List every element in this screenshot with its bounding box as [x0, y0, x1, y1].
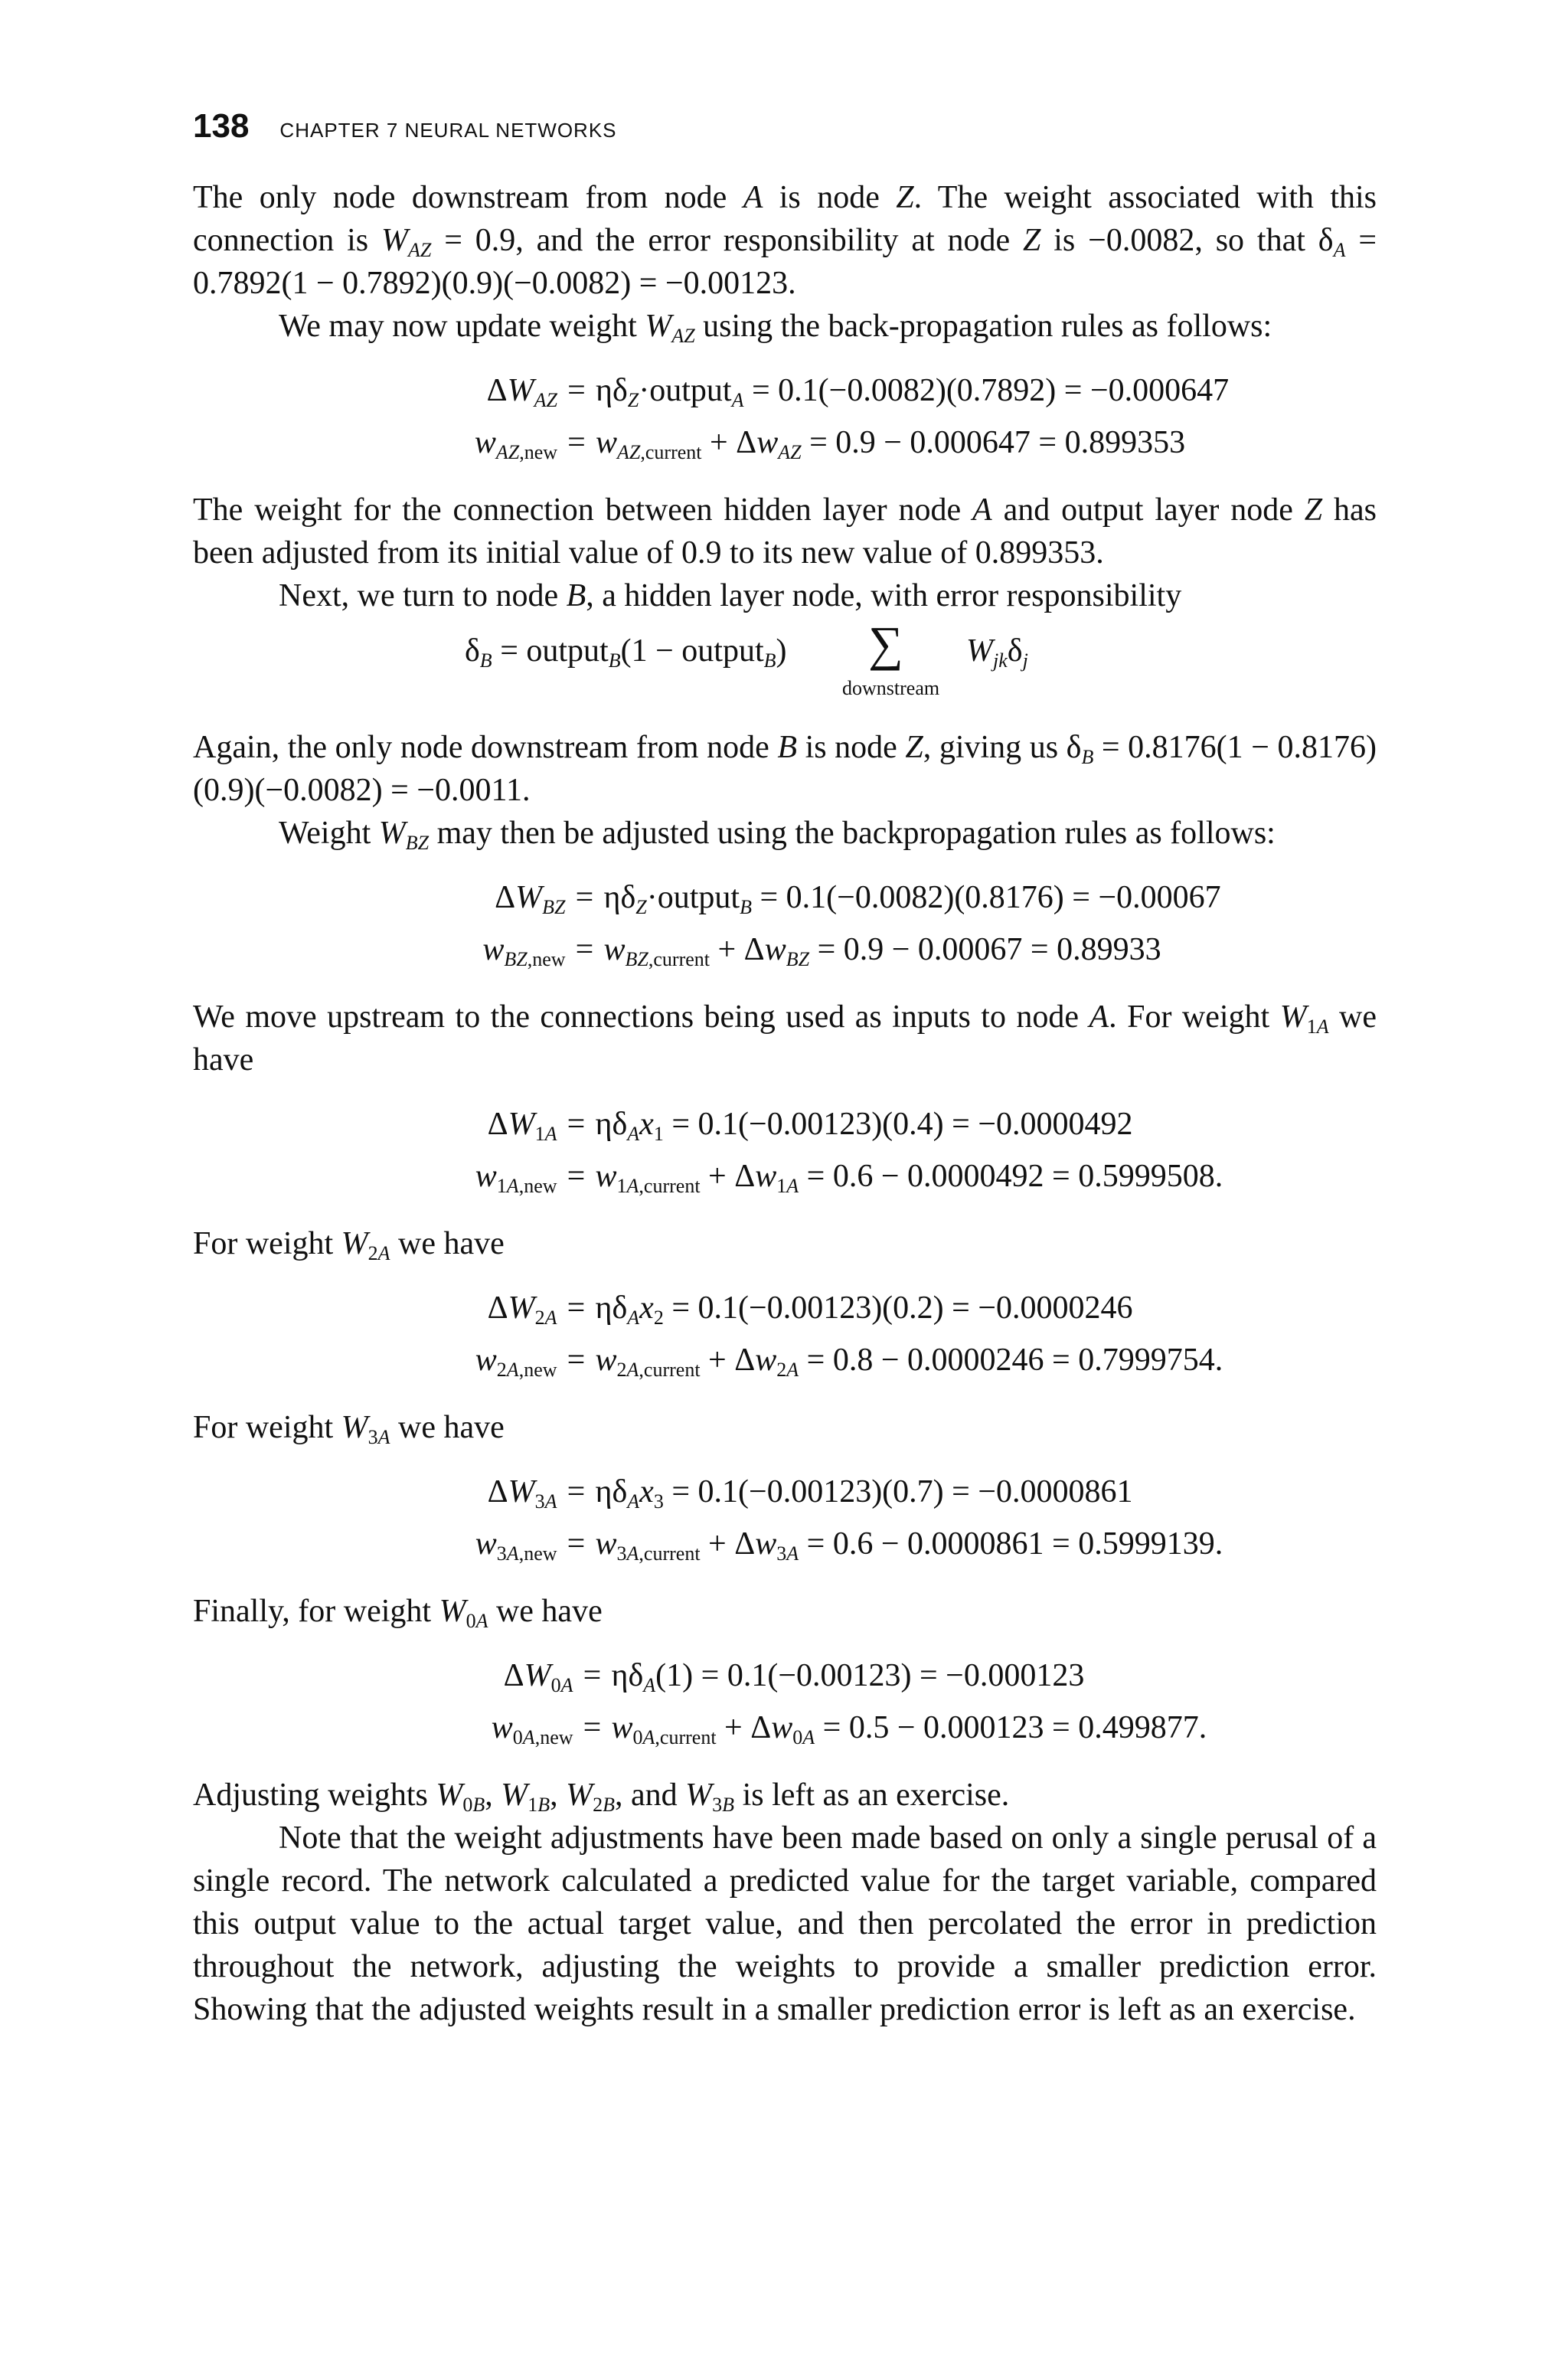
paragraph-6: Weight $W_{BZ}$ may then be adjusted using the backpropagation rules as follows: [279, 816, 1276, 854]
equation-delta-B: $\delta_B$ = output$_B$(1 − output$_B$) ∑ downstream $W_{jk}\delta_j$ [465, 617, 1028, 699]
equation-1A: $\Delta W_{1A}$ = $\eta\delta_Ax_1 = 0.1(-0.00123)(0.4) = -0.0000492$ $w_{1A,new}$ = $w_{1A,current} + \Delta w_{1A} = 0.6 - 0.0000492 = 0.5999508$. [475, 1107, 1223, 1197]
book-page [193, 107, 1377, 2031]
chapter-title: CHAPTER 7 NEURAL NETWORKS [279, 119, 617, 142]
equation-2A: $\Delta W_{2A}$ = $\eta\delta_Ax_2 = 0.1(-0.00123)(0.2) = -0.0000246$ $w_{2A,new}$ = $w_{2A,current} + \Delta w_{2A} = 0.8 - 0.0000246 = 0.7999754$. [475, 1290, 1223, 1381]
paragraph-12: Note that the weight adjustments have been made based on only a single perusal of a single record. The network calculated a predicted value for the target variable, compared this output value to the actual target value, and then percolated the error in prediction throughout the network, adjusting the weights to provide a smaller prediction error. Showing that the adjusted weights result in a smaller prediction error is left as an exercise. [193, 1820, 1377, 2027]
paragraph-11: Adjusting weights $W_{0B}$, $W_{1B}$, $W_{2B}$, and $W_{3B}$ is left as an exercise. [193, 1778, 1010, 1816]
summation-subscript: downstream [842, 677, 940, 699]
equation-AZ: $\Delta W_{AZ}$ = $\eta\delta_Z\cdot output_A = 0.1(-0.0082)(0.7892) = -0.000647$ $w_{AZ,new}$ = $w_{AZ,current} + \Delta w_{AZ} = 0.9 - 0.000647 = 0.899353$ [474, 373, 1230, 463]
paragraph-2: We may now update weight $W_{AZ}$ using the back-propagation rules as follows: [279, 309, 1272, 347]
paragraph-9: For weight $W_{3A}$ we have [193, 1410, 505, 1448]
paragraph-4: Next, we turn to node B, a hidden layer node, with error responsibility [279, 578, 1182, 613]
summation-symbol: ∑ [868, 617, 903, 671]
paragraph-5: Again, the only node downstream from node B is node Z, giving us $\delta_B = 0.8176(1 - 0.8176)(0.9)(-0.0082) = -0.0011$. [193, 730, 1377, 808]
equation-0A: $\Delta W_{0A}$ = $\eta\delta_A(1) = 0.1(-0.00123) = -0.000123$ $w_{0A,new}$ = $w_{0A,current} + \Delta w_{0A} = 0.5 - 0.000123 = 0.499877$. [491, 1658, 1207, 1748]
paragraph-8: For weight $W_{2A}$ we have [193, 1226, 505, 1264]
page-number: 138 [193, 107, 250, 145]
paragraph-3: The weight for the connection between hidden layer node A and output layer node Z has been adjusted from its initial value of 0.9 to its new value of 0.899353. [193, 492, 1377, 571]
paragraph-10: Finally, for weight $W_{0A}$ we have [193, 1594, 603, 1632]
equation-BZ: $\Delta W_{BZ}$ = $\eta\delta_Z\cdot output_B = 0.1(-0.0082)(0.8176) = -0.00067$ $w_{BZ,new}$ = $w_{BZ,current} + \Delta w_{BZ} = 0.9 - 0.00067 = 0.89933$ [482, 880, 1221, 970]
equation-3A: $\Delta W_{3A}$ = $\eta\delta_Ax_3 = 0.1(-0.00123)(0.7) = -0.0000861$ $w_{3A,new}$ = $w_{3A,current} + \Delta w_{3A} = 0.6 - 0.0000861 = 0.5999139$. [475, 1474, 1223, 1565]
paragraph-7: We move upstream to the connections being used as inputs to node A. For weight $W_{1A}$ we have [193, 999, 1377, 1078]
paragraph-1: The only node downstream from node A is node Z. The weight associated with this connection is $W_{AZ} = 0.9$, and the error responsibility at node Z is −0.0082, so that $\delta_A = 0.7892(1 - 0.7892)(0.9)(-0.0082) = -0.00123$. [193, 180, 1377, 301]
running-header [193, 107, 1377, 176]
